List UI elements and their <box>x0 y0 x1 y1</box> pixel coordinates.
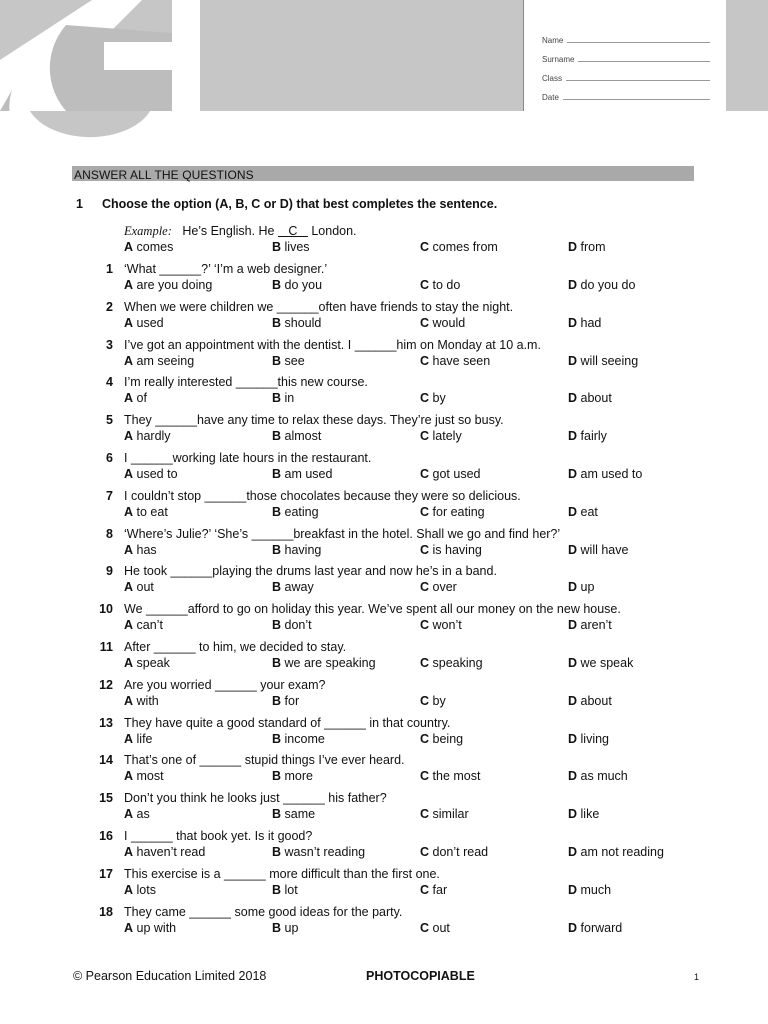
question-number: 7 <box>106 488 113 503</box>
question-stem: I’m really interested ______this new course. <box>124 375 368 390</box>
option-letter: B <box>272 504 282 519</box>
option-c[interactable] <box>420 543 482 557</box>
class-label: Class <box>542 74 563 83</box>
option-text: have seen <box>432 353 491 368</box>
option-text: income <box>284 731 325 746</box>
option-letter: D <box>568 429 578 444</box>
option-a[interactable] <box>124 656 170 670</box>
header-divider <box>523 0 524 111</box>
option-letter: A <box>124 656 134 670</box>
option-a[interactable] <box>124 278 212 292</box>
option-text: speak <box>136 656 170 670</box>
option-letter: D <box>568 391 578 406</box>
option-letter: A <box>124 315 134 330</box>
question-number: 9 <box>106 564 113 579</box>
option-text: as <box>136 807 150 822</box>
class-line <box>566 79 710 81</box>
option-letter: B <box>272 353 282 368</box>
question-stem: That’s one of ______ stupid things I’ve ever heard. <box>124 753 405 768</box>
option-d[interactable] <box>568 921 622 935</box>
option-text: used <box>136 315 164 330</box>
option-letter: A <box>124 882 134 897</box>
question-number: 11 <box>99 640 113 654</box>
option-letter: B <box>272 769 282 784</box>
option-a[interactable] <box>124 618 163 632</box>
question-stem: Are you worried ______ your exam? <box>124 677 326 692</box>
option-text: life <box>136 731 153 746</box>
question-stem: They ______have any time to relax these days. They’re just so busy. <box>124 413 504 428</box>
exercise-number: 1 <box>76 197 83 211</box>
option-c[interactable] <box>420 580 457 594</box>
option-letter: B <box>272 807 282 822</box>
option-letter: C <box>420 769 430 784</box>
option-d[interactable] <box>568 694 612 708</box>
option-b[interactable] <box>272 883 298 897</box>
option-text: over <box>432 580 457 595</box>
option-letter: D <box>568 504 578 519</box>
option-letter: B <box>272 656 282 670</box>
option-a[interactable] <box>124 391 147 405</box>
surname-field[interactable] <box>542 45 710 64</box>
header-right-tab <box>726 0 768 111</box>
option-c[interactable] <box>420 391 446 405</box>
option-text: hardly <box>136 429 171 444</box>
option-d[interactable] <box>568 391 612 405</box>
option-b[interactable] <box>272 618 312 632</box>
option-letter: A <box>124 845 134 859</box>
option-d[interactable] <box>568 429 607 443</box>
option-text: see <box>284 353 305 368</box>
question-stem: After ______ to him, we decided to stay. <box>124 640 347 654</box>
option-letter: D <box>568 693 578 708</box>
option-b[interactable] <box>272 391 294 405</box>
option-text: got used <box>432 467 481 481</box>
example-stem <box>124 224 357 239</box>
option-a[interactable] <box>124 429 171 443</box>
option-letter: A <box>124 429 134 444</box>
option-text: would <box>432 315 466 330</box>
option-d[interactable] <box>568 769 628 783</box>
option-b[interactable] <box>272 316 321 330</box>
class-field[interactable] <box>542 64 710 83</box>
date-label: Date <box>542 93 559 102</box>
option-text: we speak <box>580 656 634 670</box>
option-d[interactable] <box>568 543 628 557</box>
option-letter: B <box>272 467 282 481</box>
question-stem: I couldn’t stop ______those chocolates because they were so delicious. <box>124 488 521 503</box>
option-d[interactable] <box>568 580 594 594</box>
question-stem: This exercise is a ______ more difficult than the first one. <box>124 866 440 881</box>
option-text: don’t <box>284 618 312 633</box>
option-letter: C <box>420 807 430 822</box>
option-text: up <box>580 580 595 595</box>
option-a[interactable] <box>124 845 205 859</box>
option-c[interactable] <box>420 807 469 821</box>
option-text: up with <box>136 920 177 935</box>
option-b[interactable] <box>272 845 365 859</box>
option-letter: A <box>124 920 134 935</box>
option-c[interactable] <box>420 656 483 670</box>
option-c[interactable] <box>420 921 450 935</box>
question-number: 13 <box>99 715 113 730</box>
example-option-c: C comes from <box>420 240 498 254</box>
option-d[interactable] <box>568 354 638 368</box>
option-letter: C <box>420 656 430 670</box>
photocopiable-label: PHOTOCOPIABLE <box>366 969 475 983</box>
option-a[interactable] <box>124 467 178 481</box>
option-text: being <box>432 731 464 746</box>
option-b[interactable] <box>272 467 332 481</box>
option-d[interactable] <box>568 807 599 821</box>
question-stem: They came ______ some good ideas for the party. <box>124 904 403 919</box>
option-letter: A <box>124 542 134 557</box>
option-b[interactable] <box>272 543 321 557</box>
option-d[interactable] <box>568 505 598 519</box>
option-letter: B <box>272 618 282 633</box>
option-letter: A <box>124 580 134 595</box>
option-a[interactable] <box>124 543 157 557</box>
option-letter: C <box>420 429 430 444</box>
option-text: almost <box>284 429 322 444</box>
exercise-instruction <box>76 197 497 211</box>
question-number: 3 <box>106 337 113 352</box>
example-answer: C <box>288 224 298 238</box>
option-letter: C <box>420 542 430 557</box>
option-c[interactable] <box>420 618 462 632</box>
option-c[interactable] <box>420 467 480 481</box>
option-text: about <box>580 391 612 406</box>
option-text: am used <box>284 467 333 481</box>
option-text: by <box>432 391 446 406</box>
option-d[interactable] <box>568 467 642 481</box>
option-letter: D <box>568 656 578 670</box>
question-number: 1 <box>106 262 113 276</box>
option-c[interactable] <box>420 732 463 746</box>
option-c[interactable] <box>420 845 488 859</box>
question-stem: He took ______playing the drums last year and now he’s in a band. <box>124 564 497 579</box>
option-letter: B <box>272 315 282 330</box>
date-line <box>563 98 710 100</box>
name-field[interactable] <box>542 26 710 45</box>
question-stem: ‘Where’s Julie?’ ‘She’s ______breakfast in the hotel. Shall we go and find her?’ <box>124 526 561 541</box>
option-text: more <box>284 769 313 784</box>
option-letter: D <box>568 807 578 822</box>
example-option-d: D from <box>568 240 606 254</box>
option-text: will seeing <box>580 353 639 368</box>
option-text: speaking <box>432 656 483 670</box>
option-text: won’t <box>432 618 462 633</box>
option-text: will have <box>580 542 629 557</box>
option-text: haven’t read <box>136 845 206 859</box>
option-letter: A <box>124 278 134 292</box>
option-text: of <box>136 391 147 406</box>
example-label: Example: <box>124 224 172 238</box>
option-text: we are speaking <box>284 656 376 670</box>
option-text: like <box>580 807 600 822</box>
question-number: 8 <box>106 526 113 541</box>
option-a[interactable] <box>124 921 176 935</box>
option-letter: B <box>272 580 282 595</box>
example-option-a: A comes <box>124 240 174 254</box>
option-text: far <box>432 882 448 897</box>
option-letter: A <box>124 769 134 784</box>
option-letter: B <box>272 731 282 746</box>
option-letter: C <box>420 618 430 633</box>
option-letter: B <box>272 542 282 557</box>
option-letter: D <box>568 353 578 368</box>
option-text: out <box>432 920 450 935</box>
option-text: to eat <box>136 504 168 519</box>
option-letter: B <box>272 882 282 897</box>
question-stem: When we were children we ______often have friends to stay the night. <box>124 299 514 314</box>
option-letter: D <box>568 769 578 784</box>
option-text: for <box>284 693 300 708</box>
option-text: much <box>580 882 612 897</box>
question-number: 2 <box>106 299 113 314</box>
option-text: used to <box>136 467 178 481</box>
option-b[interactable] <box>272 732 325 746</box>
question-number: 14 <box>99 753 113 768</box>
option-letter: D <box>568 542 578 557</box>
option-c[interactable] <box>420 278 460 292</box>
question-stem: I ______working late hours in the restaurant. <box>124 451 372 465</box>
question-stem: We ______afford to go on holiday this year. We’ve spent all our money on the new house. <box>124 602 621 617</box>
option-text: do you <box>284 278 323 292</box>
option-letter: A <box>124 391 134 406</box>
surname-line <box>578 60 710 62</box>
option-text: similar <box>432 807 469 822</box>
option-b[interactable] <box>272 694 299 708</box>
option-c[interactable] <box>420 354 490 368</box>
option-text: aren’t <box>580 618 612 633</box>
option-a[interactable] <box>124 580 154 594</box>
option-text: can’t <box>136 618 163 633</box>
option-text: out <box>136 580 154 595</box>
option-a[interactable] <box>124 354 194 368</box>
option-a[interactable] <box>124 769 164 783</box>
student-info-fields <box>542 26 710 102</box>
option-text: as much <box>580 769 628 784</box>
question-number: 4 <box>106 375 113 390</box>
option-text: am seeing <box>136 353 195 368</box>
option-c[interactable] <box>420 429 462 443</box>
option-letter: C <box>420 504 430 519</box>
option-text: eat <box>580 504 598 519</box>
option-letter: B <box>272 693 282 708</box>
option-letter: A <box>124 618 134 633</box>
name-label: Name <box>542 36 564 45</box>
page-number: 1 <box>694 972 700 982</box>
option-text: for eating <box>432 504 485 519</box>
option-text: with <box>136 693 159 708</box>
date-field[interactable] <box>542 83 710 102</box>
option-text: should <box>284 315 322 330</box>
option-letter: C <box>420 920 430 935</box>
option-b[interactable] <box>272 769 313 783</box>
option-b[interactable] <box>272 580 314 594</box>
option-letter: B <box>272 845 282 859</box>
option-letter: A <box>124 504 134 519</box>
option-text: by <box>432 693 446 708</box>
question-stem: They have quite a good standard of ______ in that country. <box>124 715 451 730</box>
option-text: am used to <box>580 467 643 481</box>
question-number: 6 <box>106 451 113 465</box>
option-letter: D <box>568 278 578 292</box>
option-b[interactable] <box>272 921 298 935</box>
option-c[interactable] <box>420 769 480 783</box>
option-b[interactable] <box>272 278 322 292</box>
option-text: lots <box>136 882 156 897</box>
instruction-text: Choose the option (A, B, C or D) that best completes the sentence. <box>102 197 498 211</box>
option-b[interactable] <box>272 354 305 368</box>
section-title-bar <box>72 166 694 181</box>
option-letter: D <box>568 467 578 481</box>
question-stem: I’ve got an appointment with the dentist. I ______him on Monday at 10 a.m. <box>124 337 541 352</box>
question-number: 15 <box>99 791 113 806</box>
question-number: 5 <box>106 413 113 428</box>
option-letter: D <box>568 580 578 595</box>
option-d[interactable] <box>568 656 633 670</box>
option-a[interactable] <box>124 807 150 821</box>
option-b[interactable] <box>272 505 319 519</box>
example-before: He’s English. He <box>182 224 278 238</box>
option-letter: D <box>568 882 578 897</box>
option-letter: D <box>568 920 578 935</box>
option-text: lot <box>284 882 298 897</box>
option-text: eating <box>284 504 319 519</box>
option-letter: C <box>420 693 430 708</box>
option-letter: C <box>420 580 430 595</box>
option-text: the most <box>432 769 481 784</box>
option-letter: B <box>272 278 282 292</box>
option-c[interactable] <box>420 883 447 897</box>
option-d[interactable] <box>568 845 664 859</box>
option-text: don’t read <box>432 845 489 859</box>
option-d[interactable] <box>568 278 635 292</box>
option-letter: C <box>420 278 430 292</box>
option-letter: C <box>420 731 430 746</box>
option-b[interactable] <box>272 429 321 443</box>
option-letter: C <box>420 467 430 481</box>
option-letter: B <box>272 391 282 406</box>
option-letter: D <box>568 845 578 859</box>
option-text: living <box>580 731 610 746</box>
question-stem: ‘What ______?’ ‘I’m a web designer.’ <box>124 262 328 276</box>
option-text: had <box>580 315 602 330</box>
question-number: 12 <box>99 677 113 692</box>
question-stem: Don’t you think he looks just ______ his father? <box>124 791 387 806</box>
option-letter: A <box>124 467 134 481</box>
name-line <box>567 41 710 43</box>
option-d[interactable] <box>568 883 611 897</box>
option-text: lately <box>432 429 462 444</box>
question-number: 16 <box>99 829 113 843</box>
option-text: up <box>284 920 299 935</box>
question-number: 17 <box>99 866 113 881</box>
option-text: about <box>580 693 612 708</box>
option-text: wasn’t reading <box>284 845 366 859</box>
option-letter: D <box>568 618 578 633</box>
option-letter: B <box>272 920 282 935</box>
option-c[interactable] <box>420 505 485 519</box>
surname-label: Surname <box>542 55 575 64</box>
option-text: do you do <box>580 278 636 292</box>
option-letter: C <box>420 315 430 330</box>
option-text: having <box>284 542 322 557</box>
option-text: is having <box>432 542 482 557</box>
option-c[interactable] <box>420 694 446 708</box>
option-text: away <box>284 580 314 595</box>
option-d[interactable] <box>568 618 612 632</box>
option-letter: A <box>124 353 134 368</box>
section-title: ANSWER ALL THE QUESTIONS <box>74 168 254 182</box>
example-option-b: B lives <box>272 240 310 254</box>
option-a[interactable] <box>124 883 156 897</box>
option-letter: B <box>272 429 282 444</box>
option-d[interactable] <box>568 732 609 746</box>
option-text: most <box>136 769 164 784</box>
option-d[interactable] <box>568 316 601 330</box>
example-after: London. <box>307 224 357 238</box>
question-number: 10 <box>99 602 113 617</box>
option-letter: A <box>124 807 134 822</box>
option-text: are you doing <box>136 278 213 292</box>
option-b[interactable] <box>272 807 315 821</box>
option-letter: C <box>420 845 430 859</box>
option-text: in <box>284 391 295 406</box>
option-letter: C <box>420 391 430 406</box>
option-a[interactable] <box>124 505 168 519</box>
option-text: has <box>136 542 157 557</box>
copyright: © Pearson Education Limited 2018 <box>73 969 267 983</box>
option-letter: A <box>124 693 134 708</box>
option-letter: D <box>568 731 578 746</box>
option-text: same <box>284 807 316 822</box>
option-a[interactable] <box>124 694 159 708</box>
question-stem: I ______ that book yet. Is it good? <box>124 829 313 843</box>
logo-icon <box>0 0 200 140</box>
option-text: forward <box>580 920 623 935</box>
option-text: am not reading <box>580 845 664 859</box>
option-letter: A <box>124 731 134 746</box>
question-number: 18 <box>99 904 113 919</box>
option-letter: D <box>568 315 578 330</box>
option-letter: C <box>420 353 430 368</box>
option-a[interactable] <box>124 732 153 746</box>
option-c[interactable] <box>420 316 465 330</box>
option-b[interactable] <box>272 656 376 670</box>
option-text: fairly <box>580 429 607 444</box>
option-text: to do <box>432 278 461 292</box>
option-a[interactable] <box>124 316 164 330</box>
option-letter: C <box>420 882 430 897</box>
